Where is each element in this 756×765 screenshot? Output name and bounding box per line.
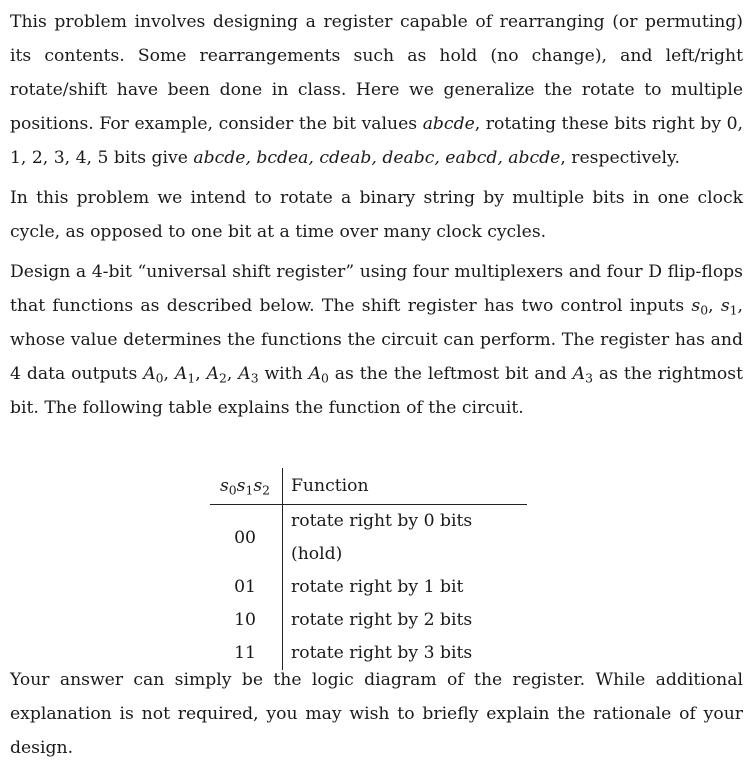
paragraph-closing: Your answer can simply be the logic diagram of the register. While additional explanation is not required, you may wish to briefly explain the rationale of your design. [10,670,743,758]
control-s0-index: 0 [700,303,709,318]
separator: , [708,296,721,316]
table-row [210,505,527,572]
row-code: 10 [210,604,283,637]
design-text-3: with [258,364,309,384]
row-function: rotate right by 1 bit [291,577,464,597]
output-a3-ref-index: 3 [585,371,593,386]
control-s1-index: 1 [729,303,738,318]
header-s2: s [253,476,263,496]
paragraph-goal: In this problem we intend to rotate a binary string by multiple bits in one clock cycle, as opposed to one bit at a time over many clock cycles. [10,188,743,242]
paragraph-intro [10,5,743,175]
header-s1: s [236,476,246,496]
intro-text: This problem involves designing a register capable of rearranging (or permuting) its contents. Some rearrangements such as hold (no change), and left/right rotate/shift have been done in class. Here we generalize the rotate to multiple positions. For example, consider the bit values [10,12,743,134]
header-select-bits [210,468,283,505]
closing-paragraph-wrapper [10,663,743,765]
header-function: Function [291,476,369,496]
output-a0-ref-index: 0 [321,371,329,386]
row-code: 01 [210,571,283,604]
separator: , [226,364,239,384]
paragraph-design [10,255,743,425]
table-row [210,604,527,637]
intro-text-2: , rotating these bits right by 0, 1, 2, 3, 4, 5 bits give [10,114,743,168]
design-text-5: as the rightmost bit. The following table explains the function of the circuit. [10,364,743,418]
output-a0-ref: A [308,364,321,384]
bit-string-example: abcde [422,114,475,134]
header-s0-index: 0 [228,483,237,498]
row-function: rotate right by 3 bits [291,643,473,663]
header-s1-index: 1 [245,483,254,498]
design-text-2: , whose value determines the functions the circuit can perform. The register has and 4 data outputs [10,296,743,384]
output-a2: A [206,364,219,384]
output-a3-index: 3 [250,371,259,386]
rotation-results: abcde, bcdea, cdeab, deabc, eabcd, abcde [193,148,561,168]
table-header-row [210,468,527,505]
output-a2-index: 2 [219,371,227,386]
header-s2-index: 2 [262,483,271,498]
design-text-4: as the the leftmost bit and [328,364,573,384]
design-text: Design a 4-bit “universal shift register” using four multiplexers and four D flip-flops that functions as described below. The shift register has two control inputs [10,262,743,316]
separator: , [195,364,207,384]
control-s0: s [691,296,701,316]
control-s1: s [720,296,730,316]
output-a0: A [143,364,156,384]
table-row [210,571,527,604]
intro-text-3: , respectively. [560,148,680,168]
row-code: 00 [210,505,283,572]
separator: , [163,364,175,384]
function-table-wrapper [210,468,527,670]
function-table [210,468,527,670]
output-a0-index: 0 [155,371,164,386]
output-a3: A [238,364,251,384]
row-code: 11 [210,637,283,670]
output-a1-index: 1 [187,371,196,386]
row-function: rotate right by 2 bits [291,610,473,630]
row-function: rotate right by 0 bits (hold) [291,511,473,564]
output-a1: A [174,364,188,384]
problem-text [10,5,743,425]
output-a3-ref: A [572,364,586,384]
header-s0: s [219,476,229,496]
